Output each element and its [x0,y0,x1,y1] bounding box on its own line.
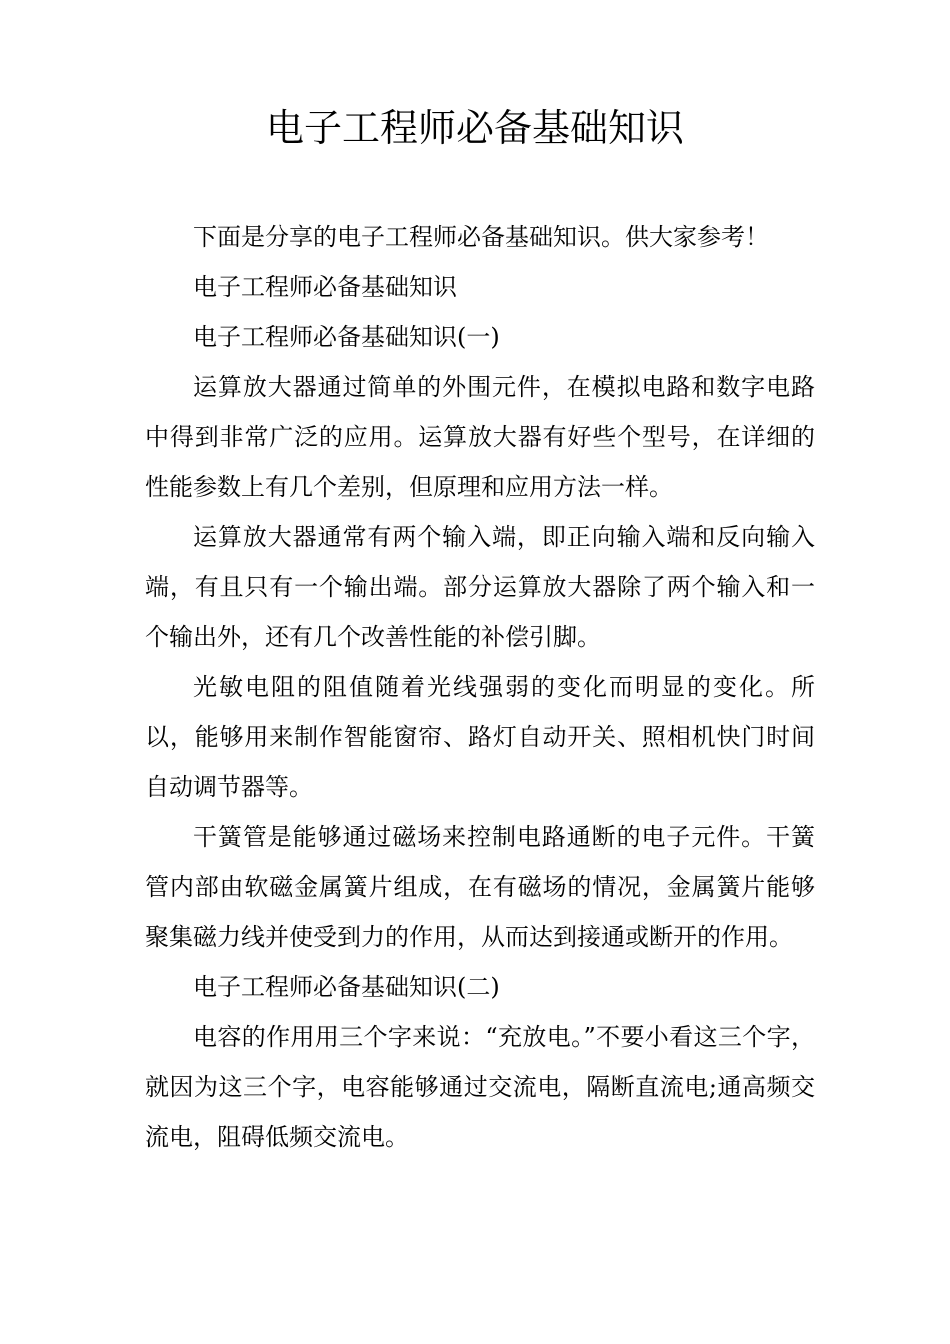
section-heading: 电子工程师必备基础知识 [193,273,457,301]
op-amp-paragraph: 运算放大器通过简单的外围元件，在模拟电路和数字电路中得到非常广泛的应用。运算放大器有好些个型号，在详细的性能参数上有几个差别，但原理和应用方法一样。 [145,373,815,501]
document-title: 电子工程师必备基础知识 [265,106,684,150]
document-body [145,212,815,1162]
section-heading-part-2: 电子工程师必备基础知识(二) [193,973,500,1001]
section-heading-part-1: 电子工程师必备基础知识(一) [193,323,500,351]
intro-paragraph: 下面是分享的电子工程师必备基础知识。供大家参考！ [193,223,769,251]
capacitor-paragraph: 电容的作用用三个字来说：“充放电。”不要小看这三个字，就因为这三个字，电容能够通过交流电，隔断直流电;通高频交流电，阻碍低频交流电。 [145,1023,815,1151]
op-amp-inputs-paragraph: 运算放大器通常有两个输入端，即正向输入端和反向输入端，有且只有一个输出端。部分运算放大器除了两个输入和一个输出外，还有几个改善性能的补偿引脚。 [145,523,815,651]
photoresistor-paragraph: 光敏电阻的阻值随着光线强弱的变化而明显的变化。所以，能够用来制作智能窗帘、路灯自动开关、照相机快门时间自动调节器等。 [145,673,815,801]
reed-switch-paragraph: 干簧管是能够通过磁场来控制电路通断的电子元件。干簧管内部由软磁金属簧片组成，在有磁场的情况，金属簧片能够聚集磁力线并使受到力的作用，从而达到接通或断开的作用。 [145,823,815,951]
